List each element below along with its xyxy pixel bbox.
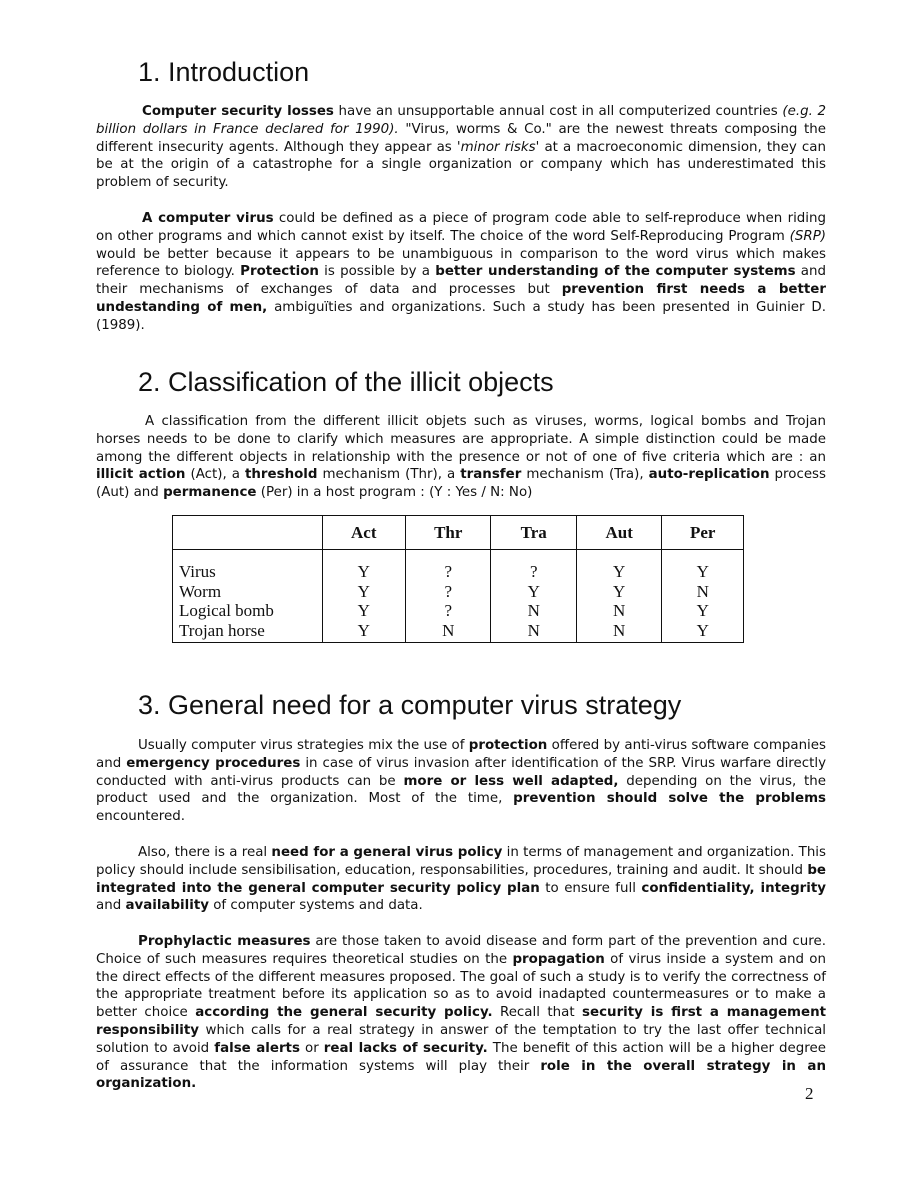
table-cell: Y — [613, 562, 626, 581]
table-header-act: Act — [322, 516, 405, 550]
text-run: and their mechanisms of exchanges of data and processes but — [96, 264, 827, 298]
intro-paragraph-2 — [96, 210, 826, 335]
section-heading-classification: 2. Classification of the illicit objects — [138, 367, 554, 397]
bold-run: be integrated into the general computer security policy plan — [96, 862, 826, 896]
bold-run: permanence — [163, 485, 257, 501]
text-run: process (Aut) and — [96, 467, 827, 501]
bold-run: illicit action — [96, 467, 186, 483]
text-run: ambiguïties and organizations. Such a study has been presented in Guinier D. (1989). — [96, 299, 826, 333]
bold-run: according the general security policy. — [195, 1005, 493, 1021]
table-cell: N — [442, 620, 455, 640]
text-run: mechanism (Thr), a — [317, 467, 461, 483]
strategy-paragraph-1 — [96, 737, 826, 826]
bold-run: more or less well adapted, — [403, 773, 619, 789]
text-run: in case of virus invasion after identification of the SRP. Virus warfare directly conducted with anti-virus products can be — [96, 755, 827, 789]
table-body-row — [173, 550, 744, 643]
bold-run: propagation — [512, 951, 605, 967]
table-header-per: Per — [662, 516, 744, 550]
text-run: Recall that — [492, 1005, 583, 1021]
text-run: encountered. — [96, 809, 185, 825]
text-run: mechanism (Tra), — [521, 467, 649, 483]
italic-run: (SRP) — [789, 228, 826, 244]
text-run: offered by anti-virus software companies and — [96, 738, 826, 771]
table-header-aut: Aut — [576, 516, 661, 550]
bold-run: A computer virus — [142, 211, 274, 226]
bold-run: real lacks of security. — [323, 1040, 488, 1056]
table-cell: Y — [357, 562, 370, 581]
text-run: or — [299, 1040, 324, 1056]
table-row-names — [173, 550, 323, 643]
text-run: of computer systems and data. — [208, 898, 423, 914]
italic-run: (e.g. 2 billion dollars in France declared for 1990). — [96, 104, 826, 137]
bold-run: availability — [125, 898, 209, 914]
text-run: to ensure full — [539, 880, 642, 896]
table-col-aut — [576, 550, 661, 643]
bold-run: Prophylactic measures — [138, 934, 311, 949]
table-header-thr: Thr — [405, 516, 491, 550]
bold-run: false alerts — [214, 1040, 300, 1056]
text-run: Usually computer virus strategies mix the use of — [138, 738, 469, 753]
table-cell: Y — [527, 581, 540, 601]
bold-run: transfer — [460, 467, 522, 483]
row-name-worm: Worm — [179, 581, 222, 601]
section-heading-strategy: 3. General need for a computer virus strategy — [138, 690, 682, 720]
text-run: The benefit of this action will be a higher degree of assurance that the information systems will play their — [96, 1040, 826, 1074]
text-run: (Act), a — [185, 467, 245, 483]
text-run: "Virus, worms & Co." are the newest threats composing the different insecurity agents. Although they appear as — [96, 121, 827, 155]
classification-paragraph — [96, 413, 826, 502]
bold-run: role in the overall strategy in an organization. — [96, 1058, 826, 1092]
bold-run: protection — [468, 738, 548, 753]
table-cell: ? — [444, 562, 452, 581]
strategy-paragraph-3 — [96, 933, 826, 1093]
row-name-logical-bomb: Logical bomb — [179, 601, 274, 620]
bold-run: prevention should solve the problems — [513, 791, 826, 807]
page-number: 2 — [805, 1084, 814, 1103]
strategy-paragraph-2 — [96, 844, 826, 915]
text-run: which calls for a real strategy in answer of the temptation to try the last offer technical solution to avoid — [96, 1022, 826, 1056]
table-cell: N — [527, 620, 540, 640]
text-run: is possible by a — [318, 264, 436, 280]
italic-run: 'minor risks' — [456, 139, 540, 155]
bold-run: emergency procedures — [126, 755, 301, 771]
text-run: are those taken to avoid disease and form part of the prevention and cure. Choice of such measures requires theoretical studies on the — [96, 934, 826, 967]
table-col-act — [322, 550, 405, 643]
bold-run: prevention first needs a better undestanding of men, — [96, 282, 826, 315]
table-header-row — [173, 516, 744, 550]
table-cell: ? — [444, 601, 452, 620]
table-cell: ? — [529, 562, 538, 581]
row-name-trojan-horse: Trojan horse — [179, 620, 265, 640]
table-header-empty — [173, 516, 323, 550]
bold-run: confidentiality, integrity — [641, 880, 826, 896]
text-run: Also, there is a real — [138, 845, 272, 860]
text-run: (Per) in a host program : (Y : Yes / N: No) — [256, 485, 533, 501]
table-cell: Y — [696, 620, 709, 640]
table-cell: Y — [357, 601, 370, 620]
text-run: could be defined as a piece of program code able to self-reproduce when riding on other programs and which cannot exist by itself. The choice of the word Self-Reproducing Program — [96, 211, 826, 244]
intro-paragraph-1 — [96, 103, 826, 192]
bold-run: need for a general virus policy — [271, 845, 503, 860]
section-heading-introduction: 1. Introduction — [138, 57, 310, 87]
table-col-thr — [405, 550, 491, 643]
table-cell: N — [527, 601, 540, 620]
bold-run: better understanding of the computer systems — [435, 264, 796, 280]
table-cell: Y — [357, 620, 370, 640]
table-cell: ? — [444, 581, 452, 601]
table-col-per — [662, 550, 744, 643]
table-cell: Y — [696, 562, 709, 581]
text-run: have an unsupportable annual cost in all computerized countries — [333, 104, 783, 119]
bold-run: auto-replication — [648, 467, 770, 483]
text-run: of virus inside a system and on the direct effects of the different measures proposed. The goal of such a study is to verify the correctness of the appropriate treatment before its application so as to avoid inadapted countermeasures or to make a better choice — [96, 951, 826, 1021]
table-cell: Y — [613, 581, 626, 601]
bold-run: Computer security losses — [142, 104, 334, 119]
table-cell: N — [613, 601, 626, 620]
bold-run: security is first a management responsibility — [96, 1005, 827, 1038]
table-cell: N — [613, 620, 626, 640]
text-run: at a macroeconomic dimension, they can be at the origin of a catastrophe for a single organization or company which has underestimated this problem of security. — [96, 139, 826, 191]
table-cell: N — [696, 581, 709, 601]
bold-run: Protection — [240, 264, 319, 280]
classification-table — [172, 515, 744, 643]
table-cell: Y — [696, 601, 709, 620]
table-header-tra: Tra — [491, 516, 576, 550]
table-col-tra — [491, 550, 576, 643]
text-run: in terms of management and organization. This policy should include sensibilisation, education, responsabilities, procedures, training and audit. It should — [96, 845, 827, 878]
text-run: A classification from the different illicit objets such as viruses, worms, logical bombs and Trojan horses needs to be done to clarify which measures are appropriate. A simple distinction could be made among the different objects in relationship with the presence or not of one of five criteria which are : an — [96, 414, 826, 465]
row-name-virus: Virus — [179, 562, 216, 581]
text-run: would be better because it appears to be unambiguous in comparison to the word virus which makes reference to biology. — [96, 246, 826, 280]
text-run: depending on the virus, the product used and the organization. Most of the time, — [96, 773, 826, 807]
bold-run: threshold — [244, 467, 318, 483]
text-run: and — [96, 898, 126, 914]
table-cell: Y — [357, 581, 370, 601]
